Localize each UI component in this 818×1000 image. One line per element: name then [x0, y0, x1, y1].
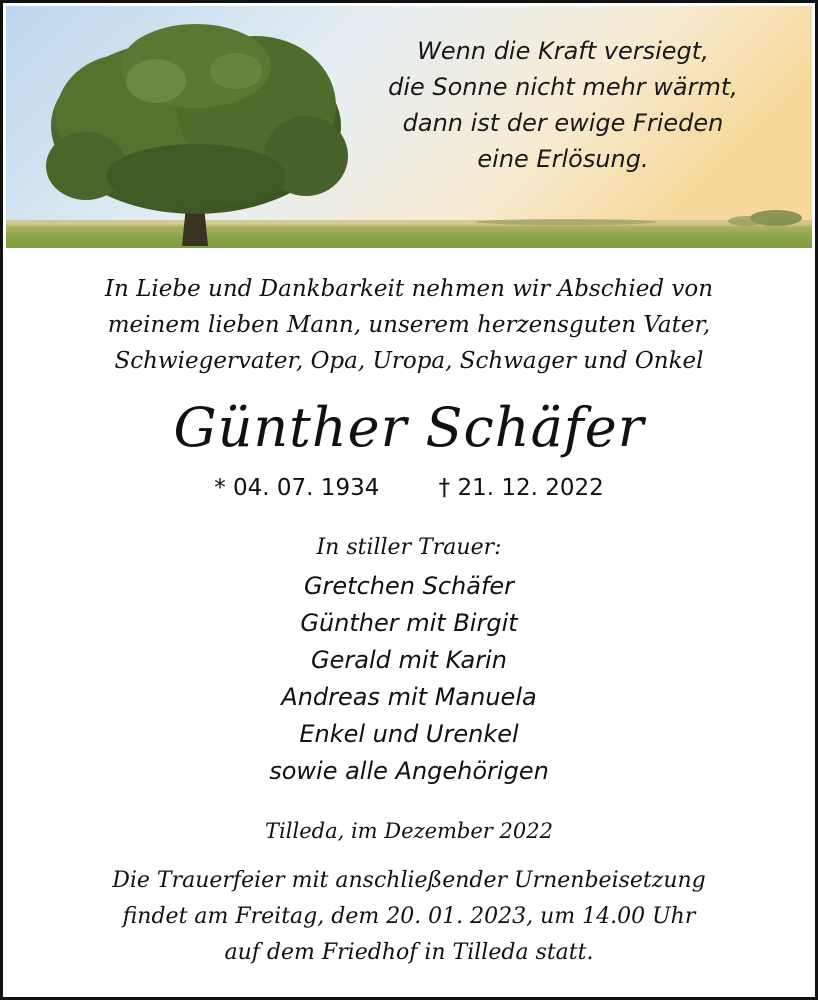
mourner-name: sowie alle Angehörigen [269, 757, 549, 785]
mourners-list [3, 568, 815, 790]
poem-line: die Sonne nicht mehr wärmt, [388, 73, 738, 101]
death-date: † 21. 12. 2022 [438, 475, 604, 501]
poem-verse [363, 33, 763, 177]
intro-text [3, 271, 815, 379]
mourners-label: In stiller Trauer: [316, 535, 502, 560]
poem-line: dann ist der ewige Frieden [402, 109, 724, 137]
mourner-name: Enkel und Urenkel [299, 720, 519, 748]
intro-line: In Liebe und Dankbarkeit nehmen wir Abschied von [104, 276, 714, 302]
deceased-name: Günther Schäfer [173, 396, 645, 459]
poem-line: Wenn die Kraft versiegt, [417, 37, 709, 65]
life-dates [3, 471, 815, 505]
funeral-line: Die Trauerfeier mit anschließender Urnenbeisetzung [112, 868, 706, 893]
poem-line: eine Erlösung. [477, 145, 649, 173]
mourner-name: Andreas mit Manuela [281, 683, 537, 711]
intro-line: Schwiegervater, Opa, Uropa, Schwager und Onkel [114, 348, 704, 374]
birth-date: * 04. 07. 1934 [214, 475, 380, 501]
intro-line: meinem lieben Mann, unserem herzensguten Vater, [107, 312, 711, 338]
mourner-name: Gerald mit Karin [311, 646, 507, 674]
funeral-line: findet am Freitag, dem 20. 01. 2023, um 14.00 Uhr [122, 904, 696, 929]
place-date: Tilleda, im Dezember 2022 [265, 819, 553, 843]
funeral-line: auf dem Friedhof in Tilleda statt. [224, 940, 594, 965]
mourner-name: Günther mit Birgit [300, 609, 518, 637]
funeral-notice [3, 863, 815, 971]
mourner-name: Gretchen Schäfer [303, 572, 515, 600]
